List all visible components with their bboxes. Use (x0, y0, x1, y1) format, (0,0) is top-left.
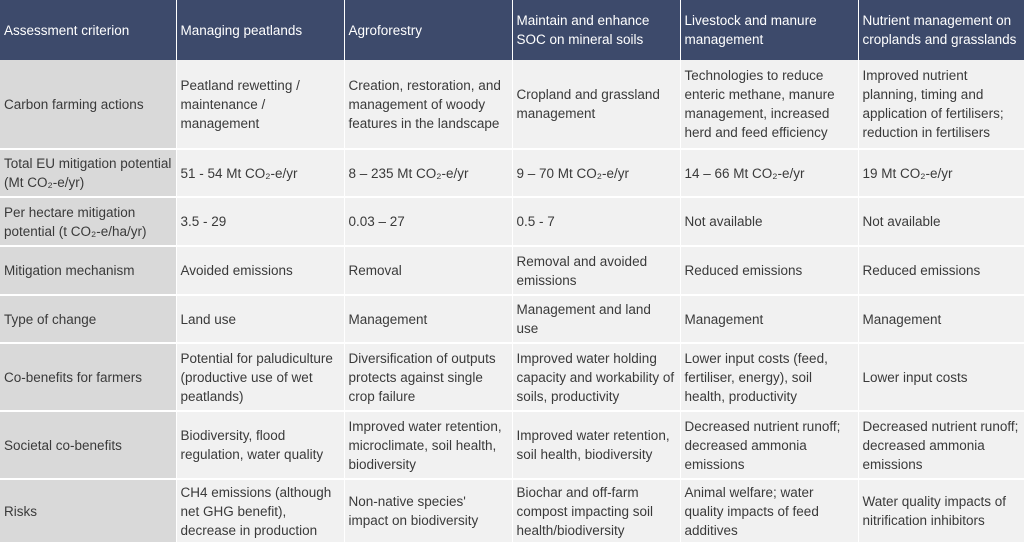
table-cell: Decreased nutrient runoff; decreased ammonia emissions (858, 411, 1024, 479)
table-cell: Water quality impacts of nitrification inhibitors (858, 479, 1024, 543)
header-nutrient-management: Nutrient management on croplands and grasslands (858, 0, 1024, 60)
table-cell: Removal (344, 246, 512, 295)
table-cell: Technologies to reduce enteric methane, manure management, increased herd and feed efficiency (680, 60, 858, 149)
table-cell: Lower input costs (858, 343, 1024, 411)
header-managing-peatlands: Managing peatlands (176, 0, 344, 60)
table-cell: Improved nutrient planning, timing and application of fertilisers; reduction in fertilisers (858, 60, 1024, 149)
table-row (0, 411, 1024, 479)
table-cell: Avoided emissions (176, 246, 344, 295)
table-cell: Biodiversity, flood regulation, water quality (176, 411, 344, 479)
table-cell: 0.03 – 27 (344, 197, 512, 246)
table-cell: 9 – 70 Mt CO₂-e/yr (512, 149, 680, 197)
table-cell: CH4 emissions (although net GHG benefit), decrease in production (176, 479, 344, 543)
table-cell: Reduced emissions (858, 246, 1024, 295)
table-cell: Management and land use (512, 295, 680, 343)
table-cell: Creation, restoration, and management of woody features in the landscape (344, 60, 512, 149)
table-row (0, 197, 1024, 246)
table-cell: 0.5 - 7 (512, 197, 680, 246)
table-cell: Potential for paludiculture (productive use of wet peatlands) (176, 343, 344, 411)
table-cell: Animal welfare; water quality impacts of feed additives (680, 479, 858, 543)
table-cell: Lower input costs (feed, fertiliser, energy), soil health, productivity (680, 343, 858, 411)
header-row (0, 0, 1024, 60)
table-cell: 19 Mt CO₂-e/yr (858, 149, 1024, 197)
table-row (0, 246, 1024, 295)
table-cell: Improved water retention, microclimate, soil health, biodiversity (344, 411, 512, 479)
header-agroforestry: Agroforestry (344, 0, 512, 60)
table-cell: Biochar and off-farm compost impacting soil health/biodiversity (512, 479, 680, 543)
table-cell: Improved water holding capacity and workability of soils, productivity (512, 343, 680, 411)
row-criterion: Co-benefits for farmers (0, 343, 176, 411)
table-cell: Diversification of outputs protects against single crop failure (344, 343, 512, 411)
table-cell: Decreased nutrient runoff; decreased ammonia emissions (680, 411, 858, 479)
table-cell: Land use (176, 295, 344, 343)
row-criterion: Societal co-benefits (0, 411, 176, 479)
header-assessment-criterion: Assessment criterion (0, 0, 176, 60)
row-criterion: Total EU mitigation potential (Mt CO₂-e/yr) (0, 149, 176, 197)
row-criterion: Mitigation mechanism (0, 246, 176, 295)
row-criterion: Type of change (0, 295, 176, 343)
table-row (0, 295, 1024, 343)
row-criterion: Risks (0, 479, 176, 543)
table-row (0, 60, 1024, 149)
table-cell: 51 - 54 Mt CO₂-e/yr (176, 149, 344, 197)
table-cell: Not available (680, 197, 858, 246)
table-cell: Reduced emissions (680, 246, 858, 295)
header-livestock-manure: Livestock and manure management (680, 0, 858, 60)
table-cell: Management (680, 295, 858, 343)
table-cell: 3.5 - 29 (176, 197, 344, 246)
table-cell: Peatland rewetting / maintenance / management (176, 60, 344, 149)
row-criterion: Per hectare mitigation potential (t CO₂-e/ha/yr) (0, 197, 176, 246)
table-cell: Cropland and grassland management (512, 60, 680, 149)
table-row (0, 343, 1024, 411)
table-cell: Non-native species' impact on biodiversity (344, 479, 512, 543)
table-cell: Removal and avoided emissions (512, 246, 680, 295)
table-cell: Management (344, 295, 512, 343)
table-cell: Management (858, 295, 1024, 343)
row-criterion: Carbon farming actions (0, 60, 176, 149)
table-cell: Not available (858, 197, 1024, 246)
table-cell: 8 – 235 Mt CO₂-e/yr (344, 149, 512, 197)
table-cell: Improved water retention, soil health, biodiversity (512, 411, 680, 479)
header-soc-mineral-soils: Maintain and enhance SOC on mineral soils (512, 0, 680, 60)
table-row (0, 479, 1024, 543)
table-row (0, 149, 1024, 197)
table-cell: 14 – 66 Mt CO₂-e/yr (680, 149, 858, 197)
